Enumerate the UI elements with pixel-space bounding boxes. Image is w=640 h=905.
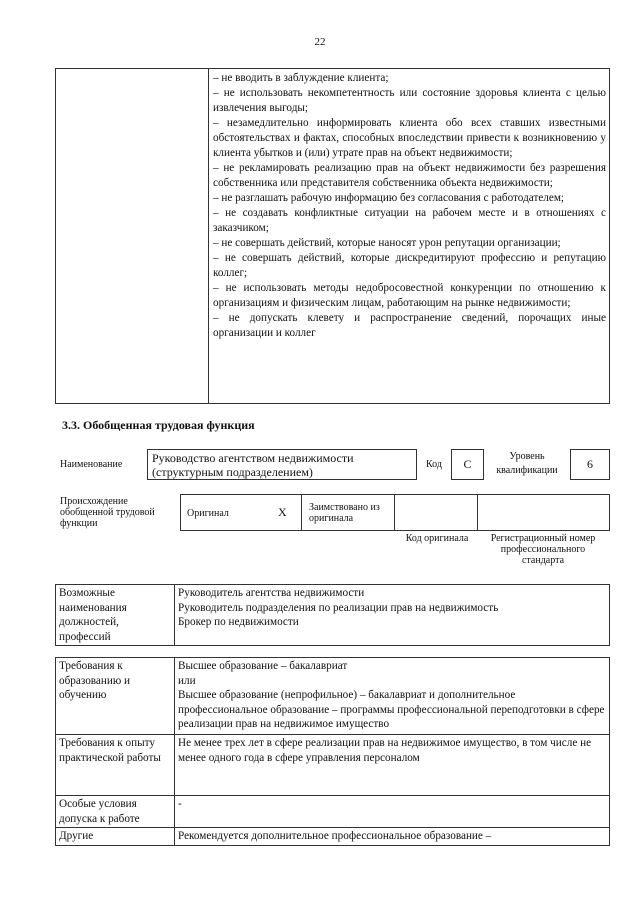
- experience-value: Не менее трех лет в сфере реализации прав на недвижимое имущество, в том числе не менее одного года в сфере управления персоналом: [175, 735, 610, 796]
- level-label: [484, 451, 570, 476]
- code-field: С: [451, 449, 484, 480]
- origin-label-line: обобщенной трудовой: [60, 507, 155, 518]
- section-title: 3.3. Обобщенная трудовая функция: [62, 418, 255, 432]
- education-label: Требования к образованию и обучению: [56, 658, 175, 735]
- positions-label: Возможные наименования должностей, профессий: [56, 585, 175, 646]
- borrowed-line: Заимствовано из: [309, 502, 380, 513]
- function-name-line: (структурным подразделением): [152, 465, 313, 479]
- list-item: – не совершать действий, которые дискредитируют профессию и репутацию коллег;: [213, 252, 606, 279]
- education-line: Высшее образование (непрофильное) – бакалавриат и дополнительное профессиональное образование – программы профессиональной переподготовки в сфере реализации прав на недвижимое имущество: [178, 689, 605, 730]
- positions-table: [55, 584, 610, 646]
- function-name-line: Руководство агентством недвижимости: [152, 451, 354, 465]
- code-label: Код: [426, 459, 442, 470]
- function-name-field: [147, 449, 417, 480]
- special-conditions-label: Особые условия допуска к работе: [56, 796, 175, 828]
- registration-line: Регистрационный номер: [490, 533, 596, 544]
- list-item: – незамедлительно информировать клиента обо всех ставших известными обстоятельствах и фактах, способных впоследствии привести к возникновению у клиента убытков и (или) утрате прав на объект недвижимости;: [213, 117, 606, 159]
- list-item: – не разглашать рабочую информацию без согласования с работодателем;: [213, 192, 565, 204]
- education-value: [175, 658, 610, 735]
- experience-label: Требования к опыту практической работы: [56, 735, 175, 796]
- positions-list: [175, 585, 610, 646]
- ethics-list: [213, 71, 606, 341]
- other-value: Рекомендуется дополнительное профессиональное образование –: [175, 828, 610, 846]
- registration-number-label: [476, 533, 610, 566]
- requirements-table: [55, 657, 610, 846]
- ethics-table: [55, 68, 610, 404]
- ethics-table-left-cell: [56, 69, 209, 403]
- list-item: – не создавать конфликтные ситуации на рабочем месте и в отношениях с заказчиком;: [213, 207, 606, 234]
- level-label-line: квалификации: [496, 465, 558, 476]
- registration-line: стандарта: [521, 555, 565, 566]
- list-item: – не вводить в заблуждение клиента;: [213, 72, 389, 84]
- level-field: 6: [570, 449, 610, 480]
- position-item: Руководитель агентства недвижимости: [178, 587, 365, 599]
- list-item: – не использовать методы недобросовестной конкуренции по отношению к организациям и физическим лицам, работающим на рынке недвижимости;: [213, 282, 606, 309]
- special-conditions-value: -: [175, 796, 610, 828]
- education-line: Высшее образование – бакалавриат: [178, 660, 348, 672]
- borrowed-line: оригинала: [309, 513, 354, 524]
- list-item: – не использовать некомпетентность или состояние здоровья клиента с целью извлечения выгоды;: [213, 87, 606, 114]
- list-item: – не совершать действий, которые наносят урон репутации организации;: [213, 237, 561, 249]
- registration-line: профессионального: [500, 544, 586, 555]
- name-label: Наименование: [60, 459, 123, 470]
- other-label: Другие: [56, 828, 175, 846]
- origin-table: [180, 494, 610, 531]
- list-item: – не рекламировать реализацию прав на объект недвижимости без разрешения собственника или представителя собственника объекта недвижимости;: [213, 162, 606, 189]
- origin-label-line: функции: [60, 518, 98, 529]
- education-line: или: [178, 674, 196, 687]
- level-label-line: Уровень: [509, 451, 545, 462]
- original-option: Оригинал: [187, 508, 229, 519]
- list-item: – не допускать клевету и распространение сведений, порочащих иные организации и коллег: [213, 312, 606, 339]
- borrowed-option: [309, 502, 380, 524]
- origin-label: [60, 496, 155, 529]
- original-mark: Х: [278, 505, 287, 519]
- position-item: Руководитель подразделения по реализации прав на недвижимость: [178, 601, 499, 614]
- origin-label-line: Происхождение: [60, 496, 128, 507]
- page-number: 22: [314, 36, 326, 48]
- position-item: Брокер по недвижимости: [178, 616, 299, 628]
- original-code-label: Код оригинала: [405, 533, 469, 544]
